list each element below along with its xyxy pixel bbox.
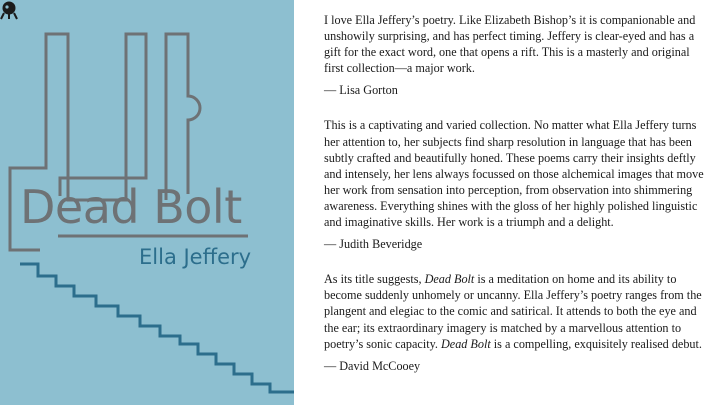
left-door-outline [10,34,146,200]
endorsement [324,271,712,374]
publisher-logo-icon [0,0,18,20]
book-title-italic: Dead Bolt [424,272,475,287]
endorsements [324,12,712,393]
quote-text: This is a captivating and varied collection. No matter what Ella Jeffery turns her attention to, her subjects find sharp resolution in language that has been subtly crafted and beautifully honed. These poems carry their insights deftly and intensely, her lens always focussed on those alchemical images that move her work from sensation into perception, from observation into shimmering awareness. Everything shines with the gloss of her highly polished linguistic and imaginative skills. Her work is a triumph and a delight. [324,118,704,230]
quote-text: As its title suggests, [324,272,425,287]
quote-text: I love Ella Jeffery’s poetry. Like Elizabeth Bishop’s it is companionable and unshowily surprising, and has perfect timing. Jeffery is clear-eyed and has a gift for the exact word, one that opens a rift. This is a masterly and original first collection—a major work. [324,13,696,76]
endorsement-attribution: — David McCooey [324,358,421,373]
endorsement-quote [324,117,712,230]
endorsement-attribution: — Lisa Gorton [324,83,398,98]
cover-author: Ella Jeffery [139,245,252,269]
endorsement-quote [324,12,712,76]
quote-text: is a compelling, exquisitely realised debut. [490,336,702,351]
cover-title: Dead Bolt [20,180,242,234]
quote-text: is a meditation on home and its ability to become suddenly unhomely or uncanny. Ella Jeffery’s poetry ranges from the plangent and elegiac to the comic and satirical. It attends to both the eye and the ear; its extraordinary imagery is matched by a marvellous attention to poetry’s sonic capacity. [324,272,702,351]
right-door-outline [166,34,200,200]
endorsement-quote [324,271,712,351]
stairs [20,264,294,392]
book-title-italic: Dead Bolt [440,336,491,351]
book-cover [0,0,294,405]
endorsement [324,12,712,98]
endorsement [324,117,712,252]
endorsement-attribution: — Judith Beveridge [324,237,423,252]
